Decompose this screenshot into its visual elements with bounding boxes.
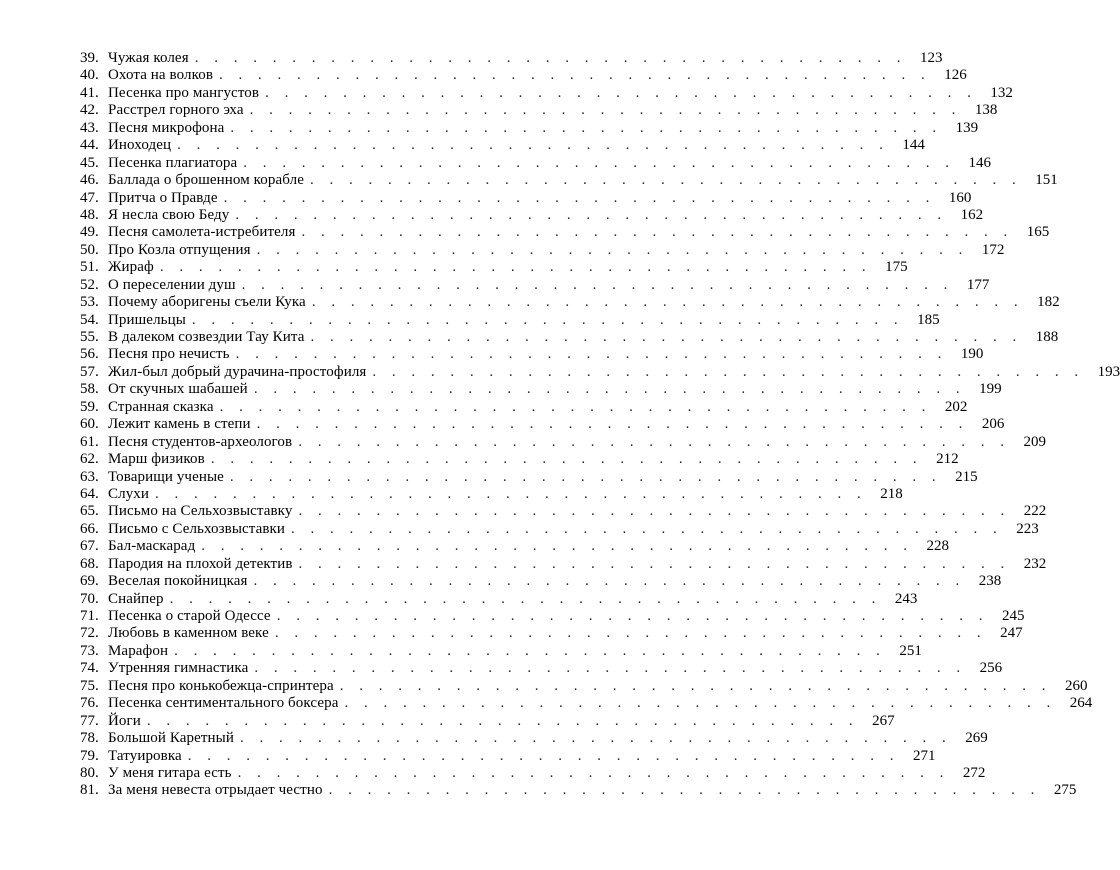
entry-number: 76. bbox=[80, 695, 99, 712]
entry-title: Чужая колея bbox=[108, 50, 189, 66]
toc-entry bbox=[80, 642, 922, 660]
entry-title: Утренняя гимнастика bbox=[108, 660, 249, 677]
entry-page-number: 272 bbox=[962, 764, 986, 781]
dot-leader: . . . . . . . . . . . . . . . . . . . . . . . . . . . . . . . . . . . . . bbox=[194, 50, 907, 66]
entry-number: 42. bbox=[80, 102, 99, 119]
toc-entry bbox=[80, 433, 1046, 451]
dot-leader: . . . . . . . . . . . . . . . . . . . . . . . . . . . . . . . . . . . . . bbox=[159, 259, 872, 276]
entry-title: Письмо с Сельхозвыставки bbox=[108, 520, 286, 537]
entry-number: 41. bbox=[80, 84, 99, 101]
toc-entry bbox=[80, 520, 1039, 538]
entry-title: Любовь в каменном веке bbox=[108, 625, 269, 642]
toc-entry bbox=[80, 346, 984, 363]
toc-entry bbox=[80, 224, 1050, 241]
entry-page-number: 222 bbox=[1023, 503, 1047, 520]
entry-title: Расстрел горного эха bbox=[108, 102, 244, 119]
dot-leader: . . . . . . . . . . . . . . . . . . . . . . . . . . . . . . . . . . . . . bbox=[219, 398, 932, 415]
entry-title: Баллада о брошенном корабле bbox=[108, 172, 304, 189]
dot-leader: . . . . . . . . . . . . . . . . . . . . . . . . . . . . . . . . . . . . . bbox=[219, 67, 931, 84]
entry-page-number: 162 bbox=[960, 206, 984, 223]
dot-leader: . . . . . . . . . . . . . . . . . . . . . . . . . . . . . . . . . . . . . bbox=[276, 608, 989, 624]
entry-title: Бал-маскарад bbox=[108, 538, 196, 555]
toc-entry bbox=[80, 172, 1058, 189]
toc-entry bbox=[80, 84, 1013, 102]
entry-title: Песня студентов-археологов bbox=[108, 433, 293, 450]
toc-entry bbox=[80, 276, 990, 294]
entry-number: 62. bbox=[80, 451, 99, 468]
entry-title: Жираф bbox=[108, 259, 154, 276]
dot-leader: . . . . . . . . . . . . . . . . . . . . . . . . . . . . . . . . . . . . . bbox=[309, 172, 1022, 189]
toc-entry bbox=[80, 625, 1023, 642]
toc-entry bbox=[80, 311, 940, 329]
entry-page-number: 209 bbox=[1023, 433, 1046, 450]
dot-leader: . . . . . . . . . . . . . . . . . . . . . . . . . . . . . . . . . . . . . bbox=[210, 451, 923, 468]
entry-title: Снайпер bbox=[108, 590, 164, 607]
entry-title: Песня про конькобежца-спринтера bbox=[108, 677, 334, 694]
entry-page-number: 188 bbox=[1035, 329, 1059, 345]
toc-entry bbox=[80, 764, 986, 782]
entry-title: В далеком созвездии Тау Кита bbox=[108, 329, 305, 345]
entry-title: От скучных шабашей bbox=[108, 381, 248, 398]
entry-number: 51. bbox=[80, 259, 99, 276]
toc-entry bbox=[80, 294, 1060, 311]
entry-title: Большой Каретный bbox=[108, 730, 234, 747]
entry-page-number: 144 bbox=[902, 137, 925, 154]
entry-number: 74. bbox=[80, 660, 99, 677]
entry-number: 64. bbox=[80, 485, 99, 502]
entry-title: Йоги bbox=[108, 712, 141, 729]
entry-page-number: 228 bbox=[926, 538, 950, 555]
toc-entry bbox=[80, 573, 1002, 590]
toc-entry bbox=[80, 241, 1005, 259]
toc-entry bbox=[80, 485, 903, 503]
entry-number: 50. bbox=[80, 241, 99, 258]
toc-entry bbox=[80, 503, 1047, 520]
entry-page-number: 232 bbox=[1023, 555, 1047, 572]
entry-page-number: 132 bbox=[990, 84, 1013, 101]
entry-title: Песня про нечисть bbox=[108, 346, 230, 363]
entry-title: Песенка о старой Одессе bbox=[108, 608, 271, 624]
toc-entry bbox=[80, 451, 959, 468]
dot-leader: . . . . . . . . . . . . . . . . . . . . . . . . . . . . . . . . . . . . . bbox=[339, 677, 1052, 694]
entry-title: Татуировка bbox=[108, 747, 182, 764]
dot-leader: . . . . . . . . . . . . . . . . . . . . . . . . . . . . . . . . . . . . . bbox=[298, 433, 1010, 450]
entry-number: 72. bbox=[80, 625, 99, 642]
entry-title: О переселении душ bbox=[108, 276, 236, 293]
dot-leader: . . . . . . . . . . . . . . . . . . . . . . . . . . . . . . . . . . . . . bbox=[256, 241, 969, 258]
entry-number: 75. bbox=[80, 677, 99, 694]
dot-leader: . . . . . . . . . . . . . . . . . . . . . . . . . . . . . . . . . . . . . bbox=[253, 573, 966, 590]
dot-leader: . . . . . . . . . . . . . . . . . . . . . . . . . . . . . . . . . . . . . bbox=[241, 276, 954, 293]
toc-entry bbox=[80, 119, 979, 137]
entry-number: 52. bbox=[80, 276, 99, 293]
toc-entry bbox=[80, 206, 984, 224]
dot-leader: . . . . . . . . . . . . . . . . . . . . . . . . . . . . . . . . . . . . . bbox=[191, 311, 904, 328]
entry-page-number: 247 bbox=[1000, 625, 1023, 642]
toc-entry bbox=[80, 363, 1120, 381]
toc-entry bbox=[80, 329, 1059, 346]
toc-entry bbox=[80, 398, 968, 416]
entry-page-number: 238 bbox=[978, 573, 1002, 590]
toc-entry bbox=[80, 137, 925, 154]
entry-page-number: 223 bbox=[1016, 520, 1039, 537]
entry-number: 67. bbox=[80, 538, 99, 555]
entry-page-number: 172 bbox=[981, 241, 1005, 258]
entry-title: Пришельцы bbox=[108, 311, 186, 328]
entry-page-number: 275 bbox=[1053, 782, 1077, 799]
entry-number: 79. bbox=[80, 747, 99, 764]
entry-page-number: 206 bbox=[981, 416, 1005, 433]
toc-entry bbox=[80, 259, 908, 276]
dot-leader: . . . . . . . . . . . . . . . . . . . . . . . . . . . . . . . . . . . . . bbox=[265, 84, 977, 101]
toc-entry bbox=[80, 555, 1047, 573]
entry-number: 45. bbox=[80, 154, 99, 171]
entry-number: 78. bbox=[80, 730, 99, 747]
toc-entry bbox=[80, 695, 1093, 712]
entry-page-number: 138 bbox=[974, 102, 998, 119]
dot-leader: . . . . . . . . . . . . . . . . . . . . . . . . . . . . . . . . . . . . . bbox=[344, 695, 1057, 712]
entry-page-number: 139 bbox=[955, 119, 979, 136]
entry-page-number: 146 bbox=[968, 154, 992, 171]
toc-entry bbox=[80, 677, 1088, 695]
dot-leader: . . . . . . . . . . . . . . . . . . . . . . . . . . . . . . . . . . . . . bbox=[235, 206, 948, 223]
toc-entry bbox=[80, 782, 1077, 799]
entry-number: 54. bbox=[80, 311, 99, 328]
entry-title: Письмо на Сельхозвыставку bbox=[108, 503, 293, 520]
entry-title: Марафон bbox=[108, 642, 169, 659]
entry-title: Песенка про мангустов bbox=[108, 84, 260, 101]
entry-number: 63. bbox=[80, 468, 99, 485]
entry-number: 43. bbox=[80, 119, 99, 136]
entry-title: Иноходец bbox=[108, 137, 172, 154]
entry-page-number: 177 bbox=[966, 276, 990, 293]
entry-title: Я несла свою Беду bbox=[108, 206, 230, 223]
entry-number: 49. bbox=[80, 224, 99, 241]
entry-title: У меня гитара есть bbox=[108, 764, 232, 781]
dot-leader: . . . . . . . . . . . . . . . . . . . . . . . . . . . . . . . . . . . . . bbox=[274, 625, 987, 642]
entry-title: Товарищи ученые bbox=[108, 468, 224, 485]
dot-leader: . . . . . . . . . . . . . . . . . . . . . . . . . . . . . . . . . . . . . bbox=[328, 782, 1041, 799]
entry-number: 80. bbox=[80, 764, 99, 781]
entry-number: 40. bbox=[80, 67, 99, 84]
entry-title: Жил-был добрый дурачина-простофиля bbox=[108, 363, 367, 380]
toc-entry bbox=[80, 590, 918, 608]
entry-title: Пародия на плохой детектив bbox=[108, 555, 293, 572]
entry-title: Про Козла отпущения bbox=[108, 241, 251, 258]
entry-number: 61. bbox=[80, 433, 99, 450]
dot-leader: . . . . . . . . . . . . . . . . . . . . . . . . . . . . . . . . . . . . . bbox=[298, 503, 1011, 520]
entry-number: 46. bbox=[80, 172, 99, 189]
entry-title: Веселая покойницкая bbox=[108, 573, 248, 590]
entry-number: 77. bbox=[80, 712, 99, 729]
entry-number: 73. bbox=[80, 642, 99, 659]
toc-entry bbox=[80, 608, 1025, 625]
entry-number: 68. bbox=[80, 555, 99, 572]
entry-number: 71. bbox=[80, 608, 99, 624]
toc-entry bbox=[80, 712, 895, 730]
entry-page-number: 269 bbox=[965, 730, 988, 747]
entry-title: Охота на волков bbox=[108, 67, 214, 84]
entry-page-number: 126 bbox=[944, 67, 967, 84]
entry-number: 58. bbox=[80, 381, 99, 398]
toc-entry bbox=[80, 468, 978, 486]
entry-page-number: 182 bbox=[1037, 294, 1060, 311]
entry-title: Притча о Правде bbox=[108, 189, 218, 206]
entry-title: Марш физиков bbox=[108, 451, 205, 468]
entry-page-number: 175 bbox=[885, 259, 908, 276]
entry-number: 48. bbox=[80, 206, 99, 223]
table-of-contents bbox=[80, 50, 1120, 800]
entry-page-number: 215 bbox=[955, 468, 978, 485]
entry-number: 39. bbox=[80, 50, 99, 66]
dot-leader: . . . . . . . . . . . . . . . . . . . . . . . . . . . . . . . . . . . . . bbox=[187, 747, 900, 764]
entry-page-number: 271 bbox=[913, 747, 936, 764]
dot-leader: . . . . . . . . . . . . . . . . . . . . . . . . . . . . . . . . . . . . . bbox=[291, 520, 1003, 537]
entry-page-number: 256 bbox=[979, 660, 1003, 677]
dot-leader: . . . . . . . . . . . . . . . . . . . . . . . . . . . . . . . . . . . . . bbox=[177, 137, 889, 154]
entry-number: 56. bbox=[80, 346, 99, 363]
dot-leader: . . . . . . . . . . . . . . . . . . . . . . . . . . . . . . . . . . . . . bbox=[249, 102, 962, 119]
entry-title: Песня самолета-истребителя bbox=[108, 224, 296, 241]
entry-page-number: 123 bbox=[919, 50, 943, 66]
toc-entry bbox=[80, 189, 972, 207]
dot-leader: . . . . . . . . . . . . . . . . . . . . . . . . . . . . . . . . . . . . . bbox=[254, 660, 967, 677]
entry-title: Лежит камень в степи bbox=[108, 416, 251, 433]
entry-page-number: 267 bbox=[872, 712, 895, 729]
dot-leader: . . . . . . . . . . . . . . . . . . . . . . . . . . . . . . . . . . . . . bbox=[169, 590, 882, 607]
entry-number: 59. bbox=[80, 398, 99, 415]
entry-number: 44. bbox=[80, 137, 99, 154]
entry-page-number: 245 bbox=[1001, 608, 1025, 624]
entry-page-number: 264 bbox=[1069, 695, 1093, 712]
entry-page-number: 251 bbox=[899, 642, 922, 659]
entry-title: Песенка сентиментального боксера bbox=[108, 695, 339, 712]
toc-entry bbox=[80, 67, 967, 84]
toc-entry bbox=[80, 747, 936, 765]
dot-leader: . . . . . . . . . . . . . . . . . . . . . . . . . . . . . . . . . . . . . bbox=[311, 294, 1024, 311]
entry-number: 60. bbox=[80, 416, 99, 433]
entry-title: Песенка плагиатора bbox=[108, 154, 238, 171]
dot-leader: . . . . . . . . . . . . . . . . . . . . . . . . . . . . . . . . . . . . . bbox=[310, 329, 1023, 345]
dot-leader: . . . . . . . . . . . . . . . . . . . . . . . . . . . . . . . . . . . . . bbox=[235, 346, 948, 363]
toc-entry bbox=[80, 416, 1005, 433]
entry-title: Странная сказка bbox=[108, 398, 214, 415]
entry-number: 66. bbox=[80, 520, 99, 537]
entry-page-number: 260 bbox=[1065, 677, 1088, 694]
entry-title: За меня невеста отрыдает честно bbox=[108, 782, 323, 799]
dot-leader: . . . . . . . . . . . . . . . . . . . . . . . . . . . . . . . . . . . . . bbox=[229, 468, 942, 485]
entry-number: 55. bbox=[80, 329, 99, 345]
entry-page-number: 193 bbox=[1097, 363, 1120, 380]
entry-number: 47. bbox=[80, 189, 99, 206]
entry-page-number: 151 bbox=[1035, 172, 1058, 189]
toc-entry bbox=[80, 50, 943, 67]
dot-leader: . . . . . . . . . . . . . . . . . . . . . . . . . . . . . . . . . . . . . bbox=[301, 224, 1014, 241]
entry-number: 53. bbox=[80, 294, 99, 311]
entry-number: 65. bbox=[80, 503, 99, 520]
entry-page-number: 160 bbox=[948, 189, 972, 206]
entry-title: Почему аборигены съели Кука bbox=[108, 294, 306, 311]
dot-leader: . . . . . . . . . . . . . . . . . . . . . . . . . . . . . . . . . . . . . bbox=[146, 712, 859, 729]
dot-leader: . . . . . . . . . . . . . . . . . . . . . . . . . . . . . . . . . . . . . bbox=[243, 154, 956, 171]
entry-title: Песня микрофона bbox=[108, 119, 225, 136]
entry-page-number: 185 bbox=[917, 311, 940, 328]
toc-entry bbox=[80, 730, 988, 747]
dot-leader: . . . . . . . . . . . . . . . . . . . . . . . . . . . . . . . . . . . . . bbox=[239, 730, 952, 747]
entry-page-number: 218 bbox=[880, 485, 903, 502]
dot-leader: . . . . . . . . . . . . . . . . . . . . . . . . . . . . . . . . . . . . . bbox=[256, 416, 969, 433]
entry-page-number: 165 bbox=[1026, 224, 1050, 241]
entry-page-number: 212 bbox=[936, 451, 959, 468]
entry-page-number: 199 bbox=[979, 381, 1002, 398]
dot-leader: . . . . . . . . . . . . . . . . . . . . . . . . . . . . . . . . . . . . . bbox=[201, 538, 914, 555]
dot-leader: . . . . . . . . . . . . . . . . . . . . . . . . . . . . . . . . . . . . . bbox=[237, 764, 950, 781]
toc-entry bbox=[80, 154, 992, 172]
entry-number: 57. bbox=[80, 363, 99, 380]
dot-leader: . . . . . . . . . . . . . . . . . . . . . . . . . . . . . . . . . . . . . bbox=[372, 363, 1085, 380]
toc-entry bbox=[80, 102, 998, 119]
toc-entry bbox=[80, 660, 1003, 677]
entry-title: Слухи bbox=[108, 485, 150, 502]
dot-leader: . . . . . . . . . . . . . . . . . . . . . . . . . . . . . . . . . . . . . bbox=[298, 555, 1011, 572]
entry-page-number: 190 bbox=[960, 346, 984, 363]
entry-number: 81. bbox=[80, 782, 99, 799]
entry-page-number: 202 bbox=[944, 398, 968, 415]
toc-entry bbox=[80, 381, 1002, 398]
dot-leader: . . . . . . . . . . . . . . . . . . . . . . . . . . . . . . . . . . . . . bbox=[223, 189, 936, 206]
toc-entry bbox=[80, 538, 950, 555]
dot-leader: . . . . . . . . . . . . . . . . . . . . . . . . . . . . . . . . . . . . . bbox=[155, 485, 867, 502]
dot-leader: . . . . . . . . . . . . . . . . . . . . . . . . . . . . . . . . . . . . . bbox=[230, 119, 943, 136]
entry-page-number: 243 bbox=[894, 590, 918, 607]
dot-leader: . . . . . . . . . . . . . . . . . . . . . . . . . . . . . . . . . . . . . bbox=[174, 642, 886, 659]
entry-number: 70. bbox=[80, 590, 99, 607]
entry-number: 69. bbox=[80, 573, 99, 590]
dot-leader: . . . . . . . . . . . . . . . . . . . . . . . . . . . . . . . . . . . . . bbox=[253, 381, 966, 398]
